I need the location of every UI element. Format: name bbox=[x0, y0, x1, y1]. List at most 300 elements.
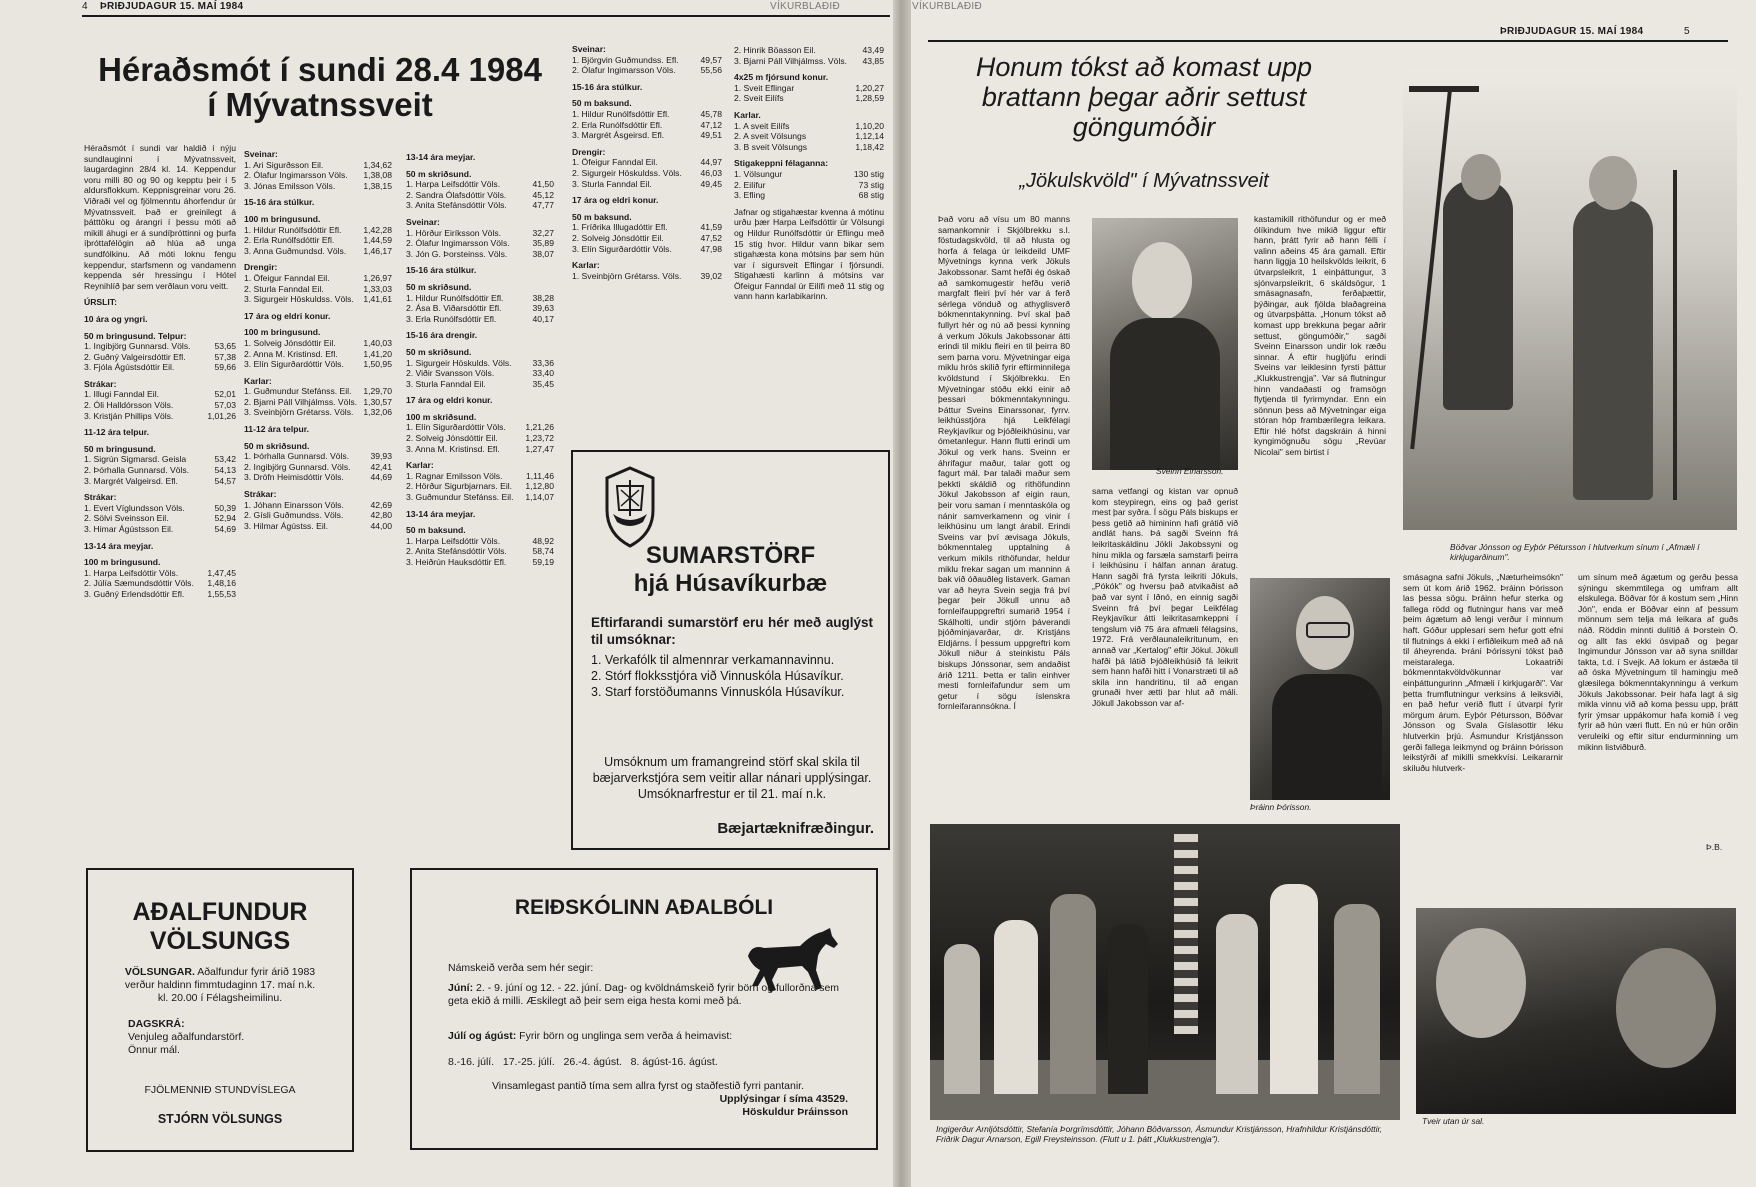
results-heading: 17 ára og eldri konur. bbox=[572, 195, 659, 206]
result-row bbox=[572, 120, 722, 131]
result-row bbox=[244, 160, 392, 171]
ad-reidskolinn-july bbox=[448, 1030, 848, 1042]
results-heading: 4x25 m fjórsund konur. bbox=[734, 72, 829, 83]
results-heading: 10 ára og yngri. bbox=[84, 313, 148, 324]
results-heading: 100 m skriðsund. bbox=[406, 411, 477, 422]
results-heading: 13-14 ára meyjar. bbox=[406, 508, 476, 519]
result-time: 39,02 bbox=[700, 270, 722, 281]
result-time: 50,39 bbox=[214, 502, 236, 513]
result-time: 49,51 bbox=[700, 130, 722, 141]
results-heading: Stigakeppni félaganna: bbox=[734, 158, 829, 169]
result-row bbox=[244, 359, 392, 370]
results-heading: 13-14 ára meyjar. bbox=[84, 540, 154, 551]
result-name: 2. Þórhalla Gunnarsd. Völs. bbox=[84, 465, 190, 476]
results-heading: 50 m bringusund. bbox=[84, 443, 156, 454]
result-name: 2. Ólafur Ingimarsson Völs. bbox=[244, 170, 348, 181]
header-rule bbox=[82, 15, 890, 17]
result-name: 2. Sturla Fanndal Eil. bbox=[244, 283, 324, 294]
ad-sumarstorf bbox=[571, 450, 890, 850]
result-row bbox=[734, 56, 884, 67]
result-name: 1. Sveit Eflingar bbox=[734, 82, 795, 93]
ad-reidskolinn-footer2: Upplýsingar í síma 43529. bbox=[719, 1093, 848, 1105]
result-name: 1. Illugi Fanndal Eil. bbox=[84, 389, 159, 400]
result-row bbox=[406, 190, 554, 201]
result-row bbox=[84, 513, 236, 524]
actor-head bbox=[1589, 156, 1637, 210]
right-page bbox=[900, 0, 1756, 1187]
result-time: 1,11,46 bbox=[525, 470, 554, 481]
result-time: 1,20,27 bbox=[855, 82, 884, 93]
ad-reidskolinn-footer3: Höskuldur Þráinsson bbox=[742, 1106, 848, 1118]
result-row bbox=[244, 181, 392, 192]
result-time: 33,40 bbox=[532, 368, 554, 379]
caption-audience: Tveir utan úr sal. bbox=[1422, 1116, 1485, 1126]
ad-adalfundur-footer2: STJÓRN VÖLSUNGS bbox=[157, 1112, 283, 1126]
portrait-body bbox=[1272, 674, 1382, 800]
result-time: 1,26,97 bbox=[363, 272, 392, 283]
result-row bbox=[244, 510, 392, 521]
results-heading: 50 m skriðsund. bbox=[406, 168, 472, 179]
results-list bbox=[734, 45, 884, 201]
result-name: 3. Jón G. Þorsteinss. Völs. bbox=[406, 248, 508, 259]
ad-adalfundur-agenda-item: Venjuleg aðalfundarstörf. bbox=[128, 1031, 245, 1043]
result-time: 1,27,47 bbox=[525, 443, 554, 454]
results-heading: 13-14 ára meyjar. bbox=[406, 152, 476, 162]
result-time: 1,12,80 bbox=[525, 481, 554, 492]
results-heading: 100 m bringusund. bbox=[244, 327, 321, 338]
result-name: 3. B sveit Völsungs bbox=[734, 141, 808, 152]
results-heading: Karlar: bbox=[572, 260, 600, 271]
result-row bbox=[572, 179, 722, 190]
result-row bbox=[406, 249, 554, 260]
result-row bbox=[84, 454, 236, 465]
result-time: 1,44,59 bbox=[363, 235, 392, 246]
results-heading: 15-16 ára stúlkur. bbox=[406, 265, 477, 276]
result-row bbox=[406, 492, 554, 503]
result-row bbox=[406, 536, 554, 547]
result-time: 39,63 bbox=[532, 303, 554, 314]
caption-cast: Ingigerður Arnljótsdóttir, Stefanía Þorgrímsdóttir, Jóhann Böðvarsson, Ásmundur Kristjánsson, Hrafnhildur Kristjánsdóttir, Friðrik Dagur Arnarson, Egill Freysteinsson. (Flutt u 1. þátt „Klukkustrengja"). bbox=[936, 1124, 1383, 1144]
result-time: 48,92 bbox=[532, 535, 554, 546]
results-heading: 17 ára og eldri konur. bbox=[406, 395, 493, 406]
result-row bbox=[244, 225, 392, 236]
result-time: 44,69 bbox=[370, 472, 392, 483]
ad-reidskolinn-june bbox=[448, 982, 848, 1008]
result-name: 2. Sveit Eilífs bbox=[734, 93, 784, 104]
feature-col-2: sama vetfangi og kistan var opnuð kom steypiregn, eins og það gerist mest þar syðra. Í sögu Páls biskups er þess getið að himininn hafi grátið við andlát hans. Þá sagði Sveinn frá leikritaskáldinu Jökli Jakobssyni og hinu mikla og farsæla samstarfi þeirra í leikhúsinu í hálfan annan áratug. Hann sagði frá fyrsta leikriti Jökuls, „Pókók" og hversu það atvikaðist að það var synt í Iðnó, en einnig sagði Sveinn frá því þegar Leikfélag Reykjavíkur átti leikritasamkeppni í tengslum við 75 ára afmæli félagsins, 1972. Frá verðlaunaleikritunum, en annað var „Kertalog" eftir Jökul. Jökull hafði þá látið Þjóðleikhúsið fá leikrit sem hann hafði hitt í Vonarstræti til að skila inn handritinu, til að engan grunaði hver ætti þar hlut að máli. Jökull Jakobsson var af- bbox=[1092, 486, 1238, 708]
result-row bbox=[244, 235, 392, 246]
result-time: 1,40,03 bbox=[363, 337, 392, 348]
result-name: 2. Sigurgeir Höskuldss. Völs. bbox=[572, 167, 682, 178]
result-name: 3. Sturla Fanndal Eil. bbox=[572, 178, 652, 189]
result-name: 2. Hinrik Böasson Eil. bbox=[734, 45, 816, 55]
result-name: 2. Viðir Svansson Völs. bbox=[406, 368, 495, 379]
results-heading: 17 ára og eldri konur. bbox=[244, 310, 331, 321]
result-row bbox=[734, 93, 884, 104]
result-row bbox=[406, 314, 554, 325]
result-row bbox=[734, 180, 884, 191]
result-time: 54,13 bbox=[214, 465, 236, 476]
cast-member bbox=[1270, 884, 1318, 1094]
result-name: 2. Ólafur Ingimarsson Völs. bbox=[406, 238, 510, 249]
ad-reidskolinn-footer1: Vinsamlegast pantið tíma sem allra fyrst og staðfestið fyrri pantanir. bbox=[491, 1080, 805, 1092]
result-name: 1. Ingibjörg Gunnarsd. Völs. bbox=[84, 341, 191, 352]
header-paper: VÍKURBLAÐIÐ bbox=[770, 1, 840, 12]
result-time: 1,30,57 bbox=[363, 396, 392, 407]
result-name: 2. Óli Halldórsson Völs. bbox=[84, 400, 174, 411]
result-row bbox=[84, 524, 236, 535]
article-title bbox=[90, 52, 550, 122]
result-time: 1,18,42 bbox=[855, 141, 884, 152]
result-name: 3. Kristján Phillips Völs. bbox=[84, 410, 174, 421]
result-row bbox=[244, 246, 392, 257]
result-time: 1,47,45 bbox=[207, 567, 236, 578]
result-name: 2. Júlía Sæmundsdóttir Völs. bbox=[84, 578, 194, 589]
results-heading: ÚRSLIT: bbox=[84, 297, 117, 308]
page-number: 5 bbox=[1684, 26, 1690, 37]
results-heading: 50 m skriðsund. bbox=[244, 440, 310, 451]
result-time: 73 stig bbox=[858, 179, 884, 190]
result-time: 44,00 bbox=[370, 520, 392, 531]
result-name: 3. Sigurgeir Höskuldss. Völs. bbox=[244, 294, 354, 305]
result-time: 53,42 bbox=[214, 454, 236, 465]
result-row bbox=[244, 462, 392, 473]
ad-sumarstorf-items bbox=[591, 652, 873, 700]
stage-banner bbox=[1174, 834, 1198, 1034]
feature-col-3: kastamikill rithöfundur og er með ólíkindum hve mikið liggur eftir hann, þrátt fyrir að hann félli í valinn aðeins 45 ára gamall. Eftir hann liggja 10 heilskvölds leikrit, 6 útvarpsleikrit, 1 einþáttungur, 3 sjónvarpsleikrit, 6 skáldsögur, 1 smásagnasafn, ferðaþættir, þýðingar, auk fjölda blaðagreina og útvarpsþátta. „Honum tókst að komast upp brekkuna þegar aðrir settust, göngumóðir," sagði Sveinn Einarsson undir lok ræðu sinnar. Á eftir hugljúfu erindi Sveins var leiklesinn fyrsti þáttur „Klukkustrengja". Var sá flutningur hinn vandaðasti og framsögn flytjenda til fyrirmyndar. Enn ein sönnun þess að Mývetningar eiga stóran hóp frambærilegra leikara. Eftir hlé hófst dagskráin á hinni kyngimögnuðu sögu „Revúar Nicolai" sem birtist í bbox=[1254, 214, 1386, 458]
ad-sumarstorf-item: 1. Verkafólk til almennrar verkamannavinnu. bbox=[591, 653, 835, 667]
results-list bbox=[572, 44, 722, 281]
pitchfork-handle bbox=[1673, 170, 1677, 500]
result-time: 1,48,16 bbox=[207, 578, 236, 589]
ad-adalfundur-body bbox=[120, 966, 320, 1005]
portrait-body bbox=[1110, 318, 1220, 470]
ad-reidskolinn-july-label: Júlí og ágúst: bbox=[448, 1030, 517, 1042]
results-heading: Sveinar: bbox=[406, 216, 440, 227]
results-heading: 15-16 ára drengir. bbox=[406, 330, 478, 341]
ad-sumarstorf-sign: Bæjartæknifræðingur. bbox=[717, 820, 874, 837]
result-row bbox=[84, 400, 236, 411]
header-date: ÞRIÐJUDAGUR 15. MAÍ 1984 bbox=[1500, 26, 1644, 37]
result-time: 43,85 bbox=[862, 55, 884, 66]
result-time: 1,01,26 bbox=[207, 410, 236, 421]
result-row bbox=[572, 168, 722, 179]
ad-adalfundur-title1: AÐALFUNDUR bbox=[132, 898, 308, 926]
feature-col-1: Það voru að vísu um 80 manns samankomnir í Skjólbrekku s.l. föstudagskvöld, til að hlusta og horfa á felaga úr leikdeild UMF Mývetnings kynna verk Jökuls Jakobssonar. Samt hefði ég óskað að samkomugestir hefðu verið margfalt fleiri því hér var á ferð sérlega vönduð og athyglisverð bókmenntakynning. Því skal það fullyrt hér og nú að þessi kynning á verkum Jökuls Jakobssonar átti erindi til miklu fleiri en til þeirra 80 sem þarna voru. Mývetningar eiga miklu hrós skilið fyrir eftirminnilega kvöldstund í Skjólbrekku. En Mývetningar stóðu ekki einir að þessari bókmenntakynningu. Þáttur Sveins Einarssonar, fyrrv. leikhússtjóra hjá Leikfélagi Reykjavíkur og Þjóðleikhúsinu, var ómetanlegur. Hann flutti erindi um Jökul og verk hans. Sveinn er áhrifagur maður, talar gott og fagurt mál. Þar talaði maður sem þekkti skáldið og rithöfundinn Jökul Jakobsson af eigin raun, þeir voru saman í menntaskóla og nánir samverkamenn og vinir í leikhúsinu um langt árabil. Erindi Sveins var því ævisaga Jökuls, bókmenntaleg upptalning á verkum mikils rithöfundar, heldur miklu frekar sagan um manninn á bak við óðauðleg listaverk. Gaman var að heyra Svein segja frá því þegar þeir Jökull unnu að fornleifauppgreftri sumarið 1954 í Skálholti, undir stjórn þáverandi þjóðminjavarðar, dr. Kristjáns Eldjárns. Í þessum uppgreftri kom Jökull niður á steinkistu Páls biskups Jónssonar, sem andaðist árið 1211. Þetta er talin einhver mesti fornleifafundur sem um getur í sögu íslenskra fornleifarannsókna. Í bbox=[938, 214, 1070, 712]
ad-reidskolinn-dates: 8.-16. júlí. 17.-25. júlí. 26.-4. ágúst. 8. ágúst-16. ágúst. bbox=[448, 1056, 718, 1068]
result-time: 1,21,26 bbox=[525, 422, 554, 433]
result-name: 2. Ása B. Viðarsdóttir Efl. bbox=[406, 303, 502, 314]
result-name: 1. Völsungur bbox=[734, 168, 783, 179]
result-time: 1,32,06 bbox=[363, 407, 392, 418]
result-name: 3. Heiðrún Hauksdóttir Efl. bbox=[406, 557, 507, 567]
result-name: 1. Hildur Runólfsdóttir Efl. bbox=[406, 292, 504, 303]
result-name: 1. Hildur Runólfsdóttir Efl. bbox=[244, 224, 342, 235]
result-row bbox=[84, 389, 236, 400]
results-heading: 50 m skriðsund. bbox=[406, 346, 472, 357]
results-heading: 50 m baksund. bbox=[572, 98, 632, 109]
photo-thrainn-thorisson bbox=[1250, 578, 1390, 800]
result-row bbox=[84, 352, 236, 363]
result-row bbox=[572, 244, 722, 255]
result-name: 3. Margrét Valgeirsd. Efl. bbox=[84, 475, 178, 486]
result-name: 3. Margrét Ásgeirsd. Efl. bbox=[572, 130, 665, 141]
result-time: 1,34,62 bbox=[363, 159, 392, 170]
result-row bbox=[406, 444, 554, 455]
results-col-3 bbox=[406, 146, 554, 846]
result-time: 59,19 bbox=[532, 557, 554, 567]
result-name: 3. Sveinbjörn Grétarss. Völs. bbox=[244, 407, 354, 418]
photo-klukkustrengir-cast bbox=[930, 824, 1400, 1120]
results-heading: Strákar: bbox=[84, 378, 117, 389]
result-name: 3. Dröfn Heimisdóttir Völs. bbox=[244, 472, 344, 483]
result-row bbox=[244, 500, 392, 511]
result-name: 3. Himar Ágústsson Eil. bbox=[84, 524, 174, 534]
result-row bbox=[84, 578, 236, 589]
result-row bbox=[406, 379, 554, 390]
result-row bbox=[84, 568, 236, 579]
ad-sumarstorf-item: 3. Starf forstöðumanns Vinnuskóla Húsavíkur. bbox=[591, 685, 845, 699]
result-time: 41,59 bbox=[700, 222, 722, 233]
result-row bbox=[734, 190, 884, 201]
result-time: 1,23,72 bbox=[525, 433, 554, 444]
results-list bbox=[244, 149, 392, 531]
result-row bbox=[406, 557, 554, 568]
result-time: 49,45 bbox=[700, 178, 722, 189]
audience-head bbox=[1616, 948, 1716, 1068]
result-row bbox=[244, 273, 392, 284]
glasses-icon bbox=[1306, 622, 1350, 638]
result-name: 2. Solveig Jónsdóttir Eil. bbox=[406, 433, 498, 444]
cast-member bbox=[1216, 914, 1258, 1094]
result-row bbox=[84, 476, 236, 487]
result-row bbox=[572, 55, 722, 66]
ad-adalfundur-title2: VÖLSUNGS bbox=[149, 927, 291, 955]
result-row bbox=[572, 222, 722, 233]
result-row bbox=[244, 521, 392, 532]
header-paper: VÍKURBLAÐIÐ bbox=[912, 1, 982, 12]
actor-figure bbox=[1573, 200, 1653, 500]
result-name: 2. Anna M. Kristinsd. Efl. bbox=[244, 348, 338, 359]
result-name: 1. Ari Sigurðsson Eil. bbox=[244, 159, 324, 170]
result-row bbox=[572, 157, 722, 168]
ad-sumarstorf-title bbox=[573, 542, 888, 598]
result-name: 1. Jóhann Einarsson Völs. bbox=[244, 499, 344, 510]
result-name: 3. Fjóla Ágústsdóttir Eil. bbox=[84, 362, 175, 373]
result-name: 1. Björgvin Guðmundss. Efl. bbox=[572, 54, 679, 65]
result-time: 42,69 bbox=[370, 499, 392, 510]
result-row bbox=[406, 481, 554, 492]
result-row bbox=[84, 465, 236, 476]
results-heading: 50 m skriðsund. bbox=[406, 281, 472, 292]
result-row bbox=[734, 83, 884, 94]
result-name: 2. Guðný Valgeirsdóttir Efl. bbox=[84, 351, 186, 362]
results-heading: Drengir: bbox=[572, 146, 606, 157]
result-name: 3. Erla Runólfsdóttir Efl. bbox=[406, 313, 497, 324]
result-name: 2. Bjarni Páll Vilhjálmss. Völs. bbox=[244, 396, 358, 407]
ad-reidskolinn-intro: Námskeið verða sem hér segir: bbox=[448, 962, 594, 974]
result-row bbox=[84, 411, 236, 422]
result-name: 1. Elín Sigurðardóttir Völs. bbox=[406, 422, 506, 433]
result-time: 47,52 bbox=[700, 232, 722, 243]
result-name: 2. A sveit Völsungs bbox=[734, 131, 807, 142]
result-row bbox=[244, 338, 392, 349]
result-row bbox=[734, 169, 884, 180]
actor-head bbox=[1461, 154, 1501, 200]
result-time: 59,66 bbox=[214, 362, 236, 373]
result-name: 1. Hörður Eiríksson Völs. bbox=[406, 227, 502, 238]
result-time: 40,17 bbox=[532, 313, 554, 324]
result-name: 1. Harpa Leifsdóttir Völs. bbox=[84, 567, 179, 578]
feature-headline-line2: brattann þegar aðrir settust bbox=[981, 82, 1307, 112]
results-list bbox=[84, 297, 236, 599]
result-name: 3. Elín Sigurðardóttir Völs. bbox=[572, 243, 672, 254]
result-time: 55,56 bbox=[700, 65, 722, 76]
feature-headline-line1: Honum tókst að komast upp bbox=[975, 52, 1313, 82]
result-time: 58,74 bbox=[532, 546, 554, 557]
results-col-5 bbox=[734, 45, 884, 445]
result-row bbox=[734, 131, 884, 142]
result-name: 2. Sölvi Sveinsson Eil. bbox=[84, 513, 169, 524]
ad-reidskolinn-title: REIÐSKÓLINN AÐALBÓLI bbox=[514, 896, 774, 919]
result-name: 2. Ólafur Ingimarsson Völs. bbox=[572, 65, 676, 76]
result-name: 1. Solveig Jónsdóttir Eil. bbox=[244, 337, 336, 348]
result-time: 1,38,15 bbox=[363, 180, 392, 191]
result-row bbox=[734, 45, 884, 56]
result-time: 54,57 bbox=[214, 475, 236, 486]
ad-adalfundur-title bbox=[88, 898, 352, 956]
feature-headline-line3: göngumóðir bbox=[1072, 112, 1216, 142]
result-name: 3. Hilmar Ágústss. Eil. bbox=[244, 520, 329, 531]
result-name: 2. Gísli Guðmundss. Völs. bbox=[244, 510, 344, 521]
photo-audience bbox=[1416, 908, 1736, 1114]
result-row bbox=[406, 358, 554, 369]
feature-col-4: smásagna safni Jökuls, „Næturheimsókn" sem út kom árið 1962. Þráinn Þórisson las þessa sögu. Þráinn hefur sterka og fallega rödd og flutningur hans var með þeim ágætum að lengi verður í minnum haft. Góður upplesari sem hefur gott efni til flutnings á ekki í erfiðleikum með að ná til áheyrenda. Þráni Þórissyni tókst það meistaralega. Lokaatriði bókmenntakvöldvökunnar var einþáttungurinn „Afmæli í kirkjugarði". Var þetta frumflutningur verksins á leiksviði, en það hefur verið flutt í útvarpi fyrir mörgum árum. Eyþór Pétursson, Böðvar Jónsson og Svala Gíslasottir léku hlutverkin þrjú. Ásmundur Kristjánsson gerði fallega leikmynd og Þráinn Þórisson leikstýrði af mikilli smekkvísi. Leikararnir skiluðu hlutverk- bbox=[1403, 572, 1563, 773]
ad-adalfundur-agenda bbox=[128, 1018, 244, 1057]
result-name: 2. Erla Runólfsdóttir Efl. bbox=[244, 235, 335, 246]
result-row bbox=[244, 349, 392, 360]
page-number: 4 bbox=[82, 1, 88, 12]
result-name: 2. Solveig Jónsdóttir Eil. bbox=[572, 232, 664, 243]
result-name: 1. Sigurgeir Höskulds. Völs. bbox=[406, 357, 512, 368]
results-list bbox=[406, 152, 554, 568]
results-col-4 bbox=[572, 38, 722, 438]
results-heading: 11-12 ára telpur. bbox=[84, 427, 149, 438]
result-time: 47,77 bbox=[532, 200, 554, 211]
results-summary: Jafnar og stigahæstar kvenna á mótinu urðu þær Harpa Leifsdóttir úr Völsungi og Hildur Runólfsdóttir úr Eflingu með 15 stig hvor. Hildur vann bikar sem stigahæsta kona mótsins þar sem hún var í sigursveit Eflingar í fjórsundi. Stigahæsti karlinn á mótsins var Öfeigur Fanndal úr Eilífi með 11 stig og vann hann karlabikarinn. bbox=[734, 206, 884, 302]
result-name: 2. Eilífur bbox=[734, 179, 766, 190]
result-time: 43,49 bbox=[862, 45, 884, 55]
result-row bbox=[406, 200, 554, 211]
result-row bbox=[734, 121, 884, 132]
result-time: 1,33,03 bbox=[363, 283, 392, 294]
result-row bbox=[244, 451, 392, 462]
result-row bbox=[734, 142, 884, 153]
result-row bbox=[406, 546, 554, 557]
ad-sumarstorf-title2: hjá Húsavíkurbæ bbox=[633, 570, 828, 597]
photo-afmaeli-actors bbox=[1403, 70, 1737, 530]
results-heading: Karlar: bbox=[406, 460, 434, 471]
results-heading: 15-16 ára stúlkur. bbox=[244, 197, 315, 208]
header-rule bbox=[928, 40, 1728, 42]
result-name: 2. Hörður Sigurbjarnars. Eil. bbox=[406, 481, 513, 492]
result-time: 1,29,70 bbox=[363, 386, 392, 397]
ad-reidskolinn-june-label: Júní: bbox=[448, 982, 474, 994]
result-name: 1. A sveit Eilífs bbox=[734, 120, 790, 131]
result-time: 1,28,59 bbox=[855, 93, 884, 104]
cast-member bbox=[994, 920, 1038, 1094]
result-name: 3. Guðný Erlendsdóttir Efl. bbox=[84, 588, 185, 599]
result-time: 35,89 bbox=[532, 238, 554, 249]
result-name: 2. Ingibjörg Gunnarsd. Völs. bbox=[244, 461, 351, 472]
result-name: 3. Efling bbox=[734, 190, 766, 201]
ad-adalfundur-body-bold: VÖLSUNGAR. bbox=[124, 966, 195, 978]
photo-sveinn-einarsson bbox=[1092, 218, 1238, 470]
results-heading: 15-16 ára stúlkur. bbox=[572, 81, 643, 92]
results-heading: 100 m bringusund. bbox=[84, 557, 161, 568]
result-time: 47,12 bbox=[700, 119, 722, 130]
result-name: 3. Anita Stefánsdóttir Völs. bbox=[406, 200, 507, 211]
result-name: 3. Elín Sigurðardóttir Völs. bbox=[244, 359, 344, 370]
result-time: 1,50,95 bbox=[363, 359, 392, 370]
ad-adalfundur-body-text: Aðalfundur fyrir árið 1983 verður haldinn fimmtudaginn 17. maí n.k. kl. 20.00 í Félagsheimilinu. bbox=[124, 966, 316, 1004]
result-name: 2. Anita Stefánsdóttir Völs. bbox=[406, 546, 507, 557]
cast-member bbox=[1108, 924, 1148, 1094]
result-name: 1. Guðmundur Stefánss. Eil. bbox=[244, 386, 352, 397]
caption-afmaeli: Böðvar Jónsson og Eyþór Pétursson í hlutverkum sínum í „Afmæli í kirkjugarðinum". bbox=[1450, 542, 1700, 562]
ad-sumarstorf-item: 2. Stórf flokksstjóra við Vinnuskóla Húsavíkur. bbox=[591, 669, 844, 683]
results-heading: Sveinar: bbox=[572, 44, 606, 54]
result-time: 1,12,14 bbox=[855, 131, 884, 142]
result-time: 41,50 bbox=[532, 179, 554, 190]
result-time: 33,36 bbox=[532, 357, 554, 368]
result-row bbox=[244, 397, 392, 408]
result-row bbox=[572, 109, 722, 120]
ad-sumarstorf-lead: Eftirfarandi sumarstörf eru hér með auglýst til umsóknar: bbox=[591, 615, 873, 647]
result-name: 2. Erla Runólfsdóttir Efl. bbox=[572, 119, 663, 130]
results-col-2 bbox=[244, 143, 392, 843]
ad-adalfundur-agenda-title: DAGSKRÁ: bbox=[128, 1018, 185, 1030]
result-name: 1. Harpa Leifsdóttir Völs. bbox=[406, 179, 501, 190]
result-name: 3. Jónas Emilsson Völs. bbox=[244, 180, 336, 191]
result-time: 42,41 bbox=[370, 461, 392, 472]
results-heading: Strákar: bbox=[244, 489, 277, 500]
ad-reidskolinn bbox=[410, 868, 878, 1150]
results-heading: Strákar: bbox=[84, 492, 117, 503]
result-time: 1,55,53 bbox=[207, 588, 236, 599]
result-name: 3. Anna Guðmundsd. Völs. bbox=[244, 245, 347, 256]
result-row bbox=[406, 433, 554, 444]
result-time: 1,10,20 bbox=[855, 120, 884, 131]
result-name: 3. Guðmundur Stefánss. Eil. bbox=[406, 492, 514, 503]
ad-reidskolinn-june-text: 2. - 9. júní og 12. - 22. júní. Dag- og kvöldnámskeið fyrir börn og fullorðna sem geta ekið á milli. Æskilegt að þeir sem eiga hesta komi með þá. bbox=[448, 982, 840, 1007]
result-row bbox=[244, 407, 392, 418]
result-time: 38,07 bbox=[532, 248, 554, 259]
page-gutter bbox=[893, 0, 911, 1187]
result-name: 1. Sigrún Sigmarsd. Geisla bbox=[84, 454, 187, 465]
results-heading: Karlar: bbox=[244, 375, 272, 386]
result-time: 57,38 bbox=[214, 351, 236, 362]
result-time: 53,65 bbox=[214, 341, 236, 352]
cast-member bbox=[1050, 894, 1096, 1094]
article-title-line2: í Mývatnssveit bbox=[207, 86, 433, 123]
result-time: 42,80 bbox=[370, 510, 392, 521]
result-time: 68 stig bbox=[858, 190, 884, 201]
article-title-line1: Héraðsmót í sundi 28.4 1984 bbox=[98, 51, 542, 88]
result-time: 49,57 bbox=[700, 54, 722, 65]
result-row bbox=[244, 294, 392, 305]
ad-sumarstorf-body-text: Umsóknum um framangreind störf skal skila til bæjarverkstjóra sem veitir allar nánari upplýsingar. bbox=[592, 755, 872, 785]
